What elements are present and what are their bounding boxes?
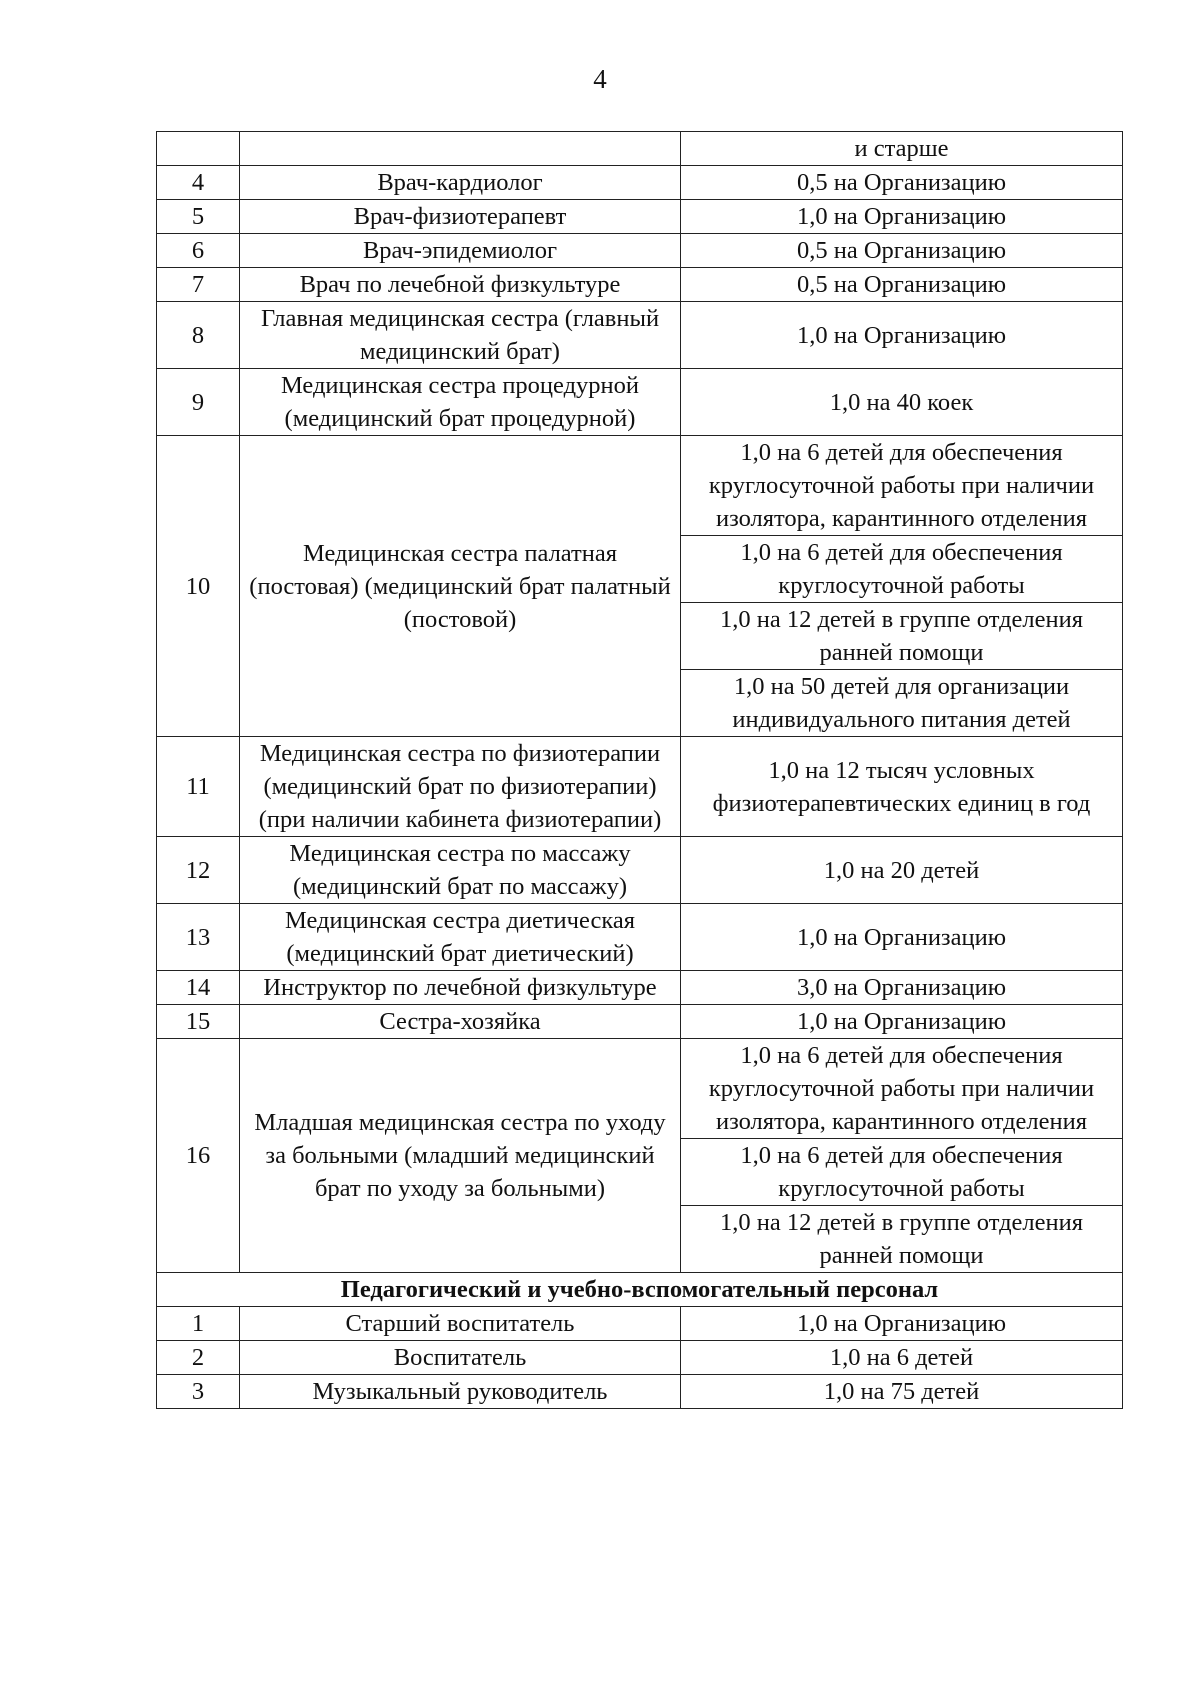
norm-cell: 1,0 на 6 детей (681, 1341, 1123, 1375)
norm-cell: 1,0 на Организацию (681, 200, 1123, 234)
position-cell: Музыкальный руководитель (240, 1375, 681, 1409)
staffing-table-body (157, 132, 1123, 1409)
table-row (157, 904, 1123, 971)
norm-cell: 1,0 на 6 детей для обеспечения круглосуточной работы при наличии изолятора, карантинного отделения (681, 436, 1123, 536)
table-row (157, 1307, 1123, 1341)
table-row (157, 268, 1123, 302)
table-row (157, 837, 1123, 904)
row-number-cell: 8 (157, 302, 240, 369)
staffing-norms-table (156, 131, 1123, 1409)
norm-cell: 1,0 на Организацию (681, 302, 1123, 369)
row-number-cell: 2 (157, 1341, 240, 1375)
row-number-cell: 13 (157, 904, 240, 971)
norm-cell: 0,5 на Организацию (681, 234, 1123, 268)
position-cell: Младшая медицинская сестра по уходу за больными (младший медицинский брат по уходу за больными) (240, 1039, 681, 1273)
norm-cell: 1,0 на 20 детей (681, 837, 1123, 904)
row-number-cell: 14 (157, 971, 240, 1005)
table-row (157, 737, 1123, 837)
position-cell: Старший воспитатель (240, 1307, 681, 1341)
norm-cell: и старше (681, 132, 1123, 166)
section-row (157, 1273, 1123, 1307)
row-number-cell: 7 (157, 268, 240, 302)
position-cell: Медицинская сестра процедурной (медицинский брат процедурной) (240, 369, 681, 436)
row-number-cell: 6 (157, 234, 240, 268)
table-row (157, 971, 1123, 1005)
position-cell: Медицинская сестра по физиотерапии (медицинский брат по физиотерапии) (при наличии кабинета физиотерапии) (240, 737, 681, 837)
row-number-cell (157, 132, 240, 166)
table-row (157, 1039, 1123, 1139)
row-number-cell: 11 (157, 737, 240, 837)
row-number-cell: 10 (157, 436, 240, 737)
table-row (157, 234, 1123, 268)
row-number-cell: 15 (157, 1005, 240, 1039)
table-row (157, 166, 1123, 200)
position-cell: Сестра-хозяйка (240, 1005, 681, 1039)
table-row (157, 436, 1123, 536)
norm-cell: 1,0 на 6 детей для обеспечения круглосуточной работы (681, 536, 1123, 603)
norm-cell: 0,5 на Организацию (681, 268, 1123, 302)
table-row (157, 200, 1123, 234)
norm-cell: 1,0 на Организацию (681, 1307, 1123, 1341)
row-number-cell: 1 (157, 1307, 240, 1341)
norm-cell: 1,0 на 6 детей для обеспечения круглосуточной работы (681, 1139, 1123, 1206)
position-cell: Инструктор по лечебной физкультуре (240, 971, 681, 1005)
position-cell: Врач-эпидемиолог (240, 234, 681, 268)
row-number-cell: 5 (157, 200, 240, 234)
page-number: 4 (593, 64, 607, 94)
norm-cell: 1,0 на 12 детей в группе отделения ранней помощи (681, 1206, 1123, 1273)
table-row-continuation (157, 132, 1123, 166)
row-number-cell: 4 (157, 166, 240, 200)
position-cell: Главная медицинская сестра (главный медицинский брат) (240, 302, 681, 369)
row-number-cell: 3 (157, 1375, 240, 1409)
table-row (157, 1375, 1123, 1409)
position-cell: Медицинская сестра палатная (постовая) (медицинский брат палатный (постовой) (240, 436, 681, 737)
table-row (157, 1005, 1123, 1039)
position-cell (240, 132, 681, 166)
norm-cell: 1,0 на 75 детей (681, 1375, 1123, 1409)
row-number-cell: 16 (157, 1039, 240, 1273)
norm-cell: 0,5 на Организацию (681, 166, 1123, 200)
position-cell: Медицинская сестра по массажу (медицинский брат по массажу) (240, 837, 681, 904)
norm-cell: 3,0 на Организацию (681, 971, 1123, 1005)
table-row (157, 369, 1123, 436)
position-cell: Воспитатель (240, 1341, 681, 1375)
row-number-cell: 12 (157, 837, 240, 904)
norm-cell: 1,0 на Организацию (681, 1005, 1123, 1039)
norm-cell: 1,0 на 40 коек (681, 369, 1123, 436)
position-cell: Медицинская сестра диетическая (медицинский брат диетический) (240, 904, 681, 971)
norm-cell: 1,0 на 6 детей для обеспечения круглосуточной работы при наличии изолятора, карантинного отделения (681, 1039, 1123, 1139)
row-number-cell: 9 (157, 369, 240, 436)
norm-cell: 1,0 на 50 детей для организации индивидуального питания детей (681, 670, 1123, 737)
norm-cell: 1,0 на 12 тысяч условных физиотерапевтических единиц в год (681, 737, 1123, 837)
position-cell: Врач по лечебной физкультуре (240, 268, 681, 302)
table-row (157, 302, 1123, 369)
section-title: Педагогический и учебно-вспомогательный персонал (157, 1273, 1123, 1307)
position-cell: Врач-физиотерапевт (240, 200, 681, 234)
norm-cell: 1,0 на Организацию (681, 904, 1123, 971)
norm-cell: 1,0 на 12 детей в группе отделения ранней помощи (681, 603, 1123, 670)
position-cell: Врач-кардиолог (240, 166, 681, 200)
table-row (157, 1341, 1123, 1375)
